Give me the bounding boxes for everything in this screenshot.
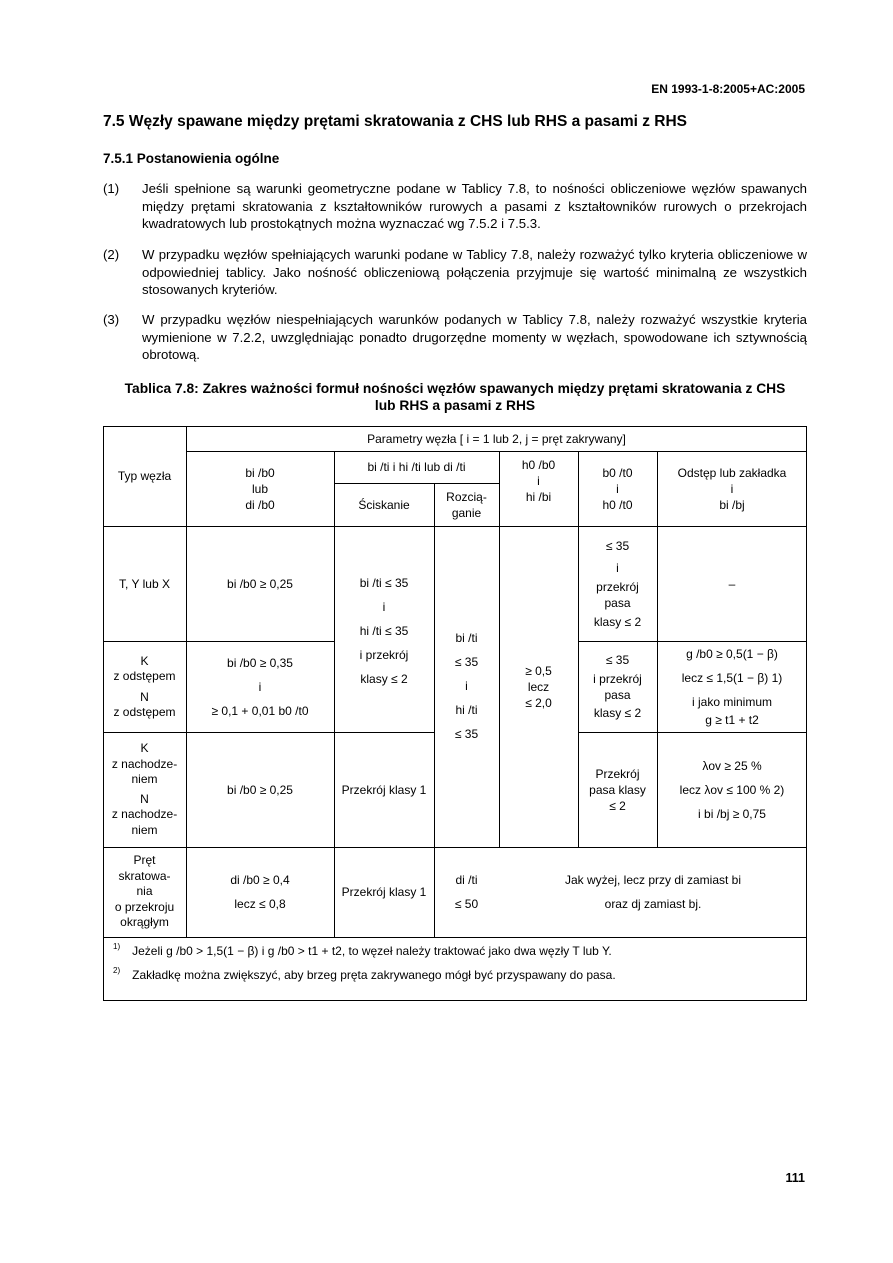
header-h0-b0: h0 /b0 i hi /bi <box>521 458 556 504</box>
footnote-mark: 1) <box>113 942 121 951</box>
paragraph-3 <box>103 311 807 364</box>
paragraph-2 <box>103 246 807 299</box>
header-bi-b0: bi /b0 lub di /b0 <box>245 465 275 512</box>
header-parametry: Parametry węzła [ i = 1 lub 2, j = pręt zakrywany] <box>367 431 626 446</box>
shared-h0-b0-cell: ≥ 0,5 lecz ≤ 2,0 <box>525 663 552 710</box>
paragraph-number: (3) <box>103 312 120 327</box>
paragraph-number: (1) <box>103 181 120 196</box>
table-caption-line: Tablica 7.8: Zakres ważności formuł nośności węzłów spawanych między prętami skratowania z CHS <box>124 381 786 396</box>
row-kn-gap-c4: ≤ 35 i przekrój pasa klasy ≤ 2 <box>593 652 642 720</box>
paragraph-1 <box>103 180 807 233</box>
row-tyx-c1: bi /b0 ≥ 0,25 <box>227 576 293 591</box>
row-tyx-c4: ≤ 35 i przekrój pasa klasy ≤ 2 <box>593 538 642 629</box>
section-title: 7.5 Węzły spawane między prętami skratowania z CHS lub RHS a pasami z RHS <box>103 113 688 130</box>
shared-sciskanie-cell: bi /ti ≤ 35 i hi /ti ≤ 35 i przekrój klasy ≤ 2 <box>359 576 409 686</box>
validity-table <box>103 426 807 1001</box>
row-kn-overlap-c5: λov ≥ 25 % lecz λov ≤ 100 % 2) i bi /bj ≥ 0,75 <box>679 758 785 821</box>
table-caption <box>103 380 807 414</box>
row-circular-c2b: di /ti ≤ 50 <box>454 873 479 911</box>
footnote-1 <box>113 944 612 958</box>
row-kn-gap-type: K z odstępem N z odstępem <box>113 653 176 719</box>
row-kn-overlap-c4: Przekrój pasa klasy ≤ 2 <box>589 766 646 813</box>
row-circular-c345: Jak wyżej, lecz przy di zamiast bi oraz dj zamiast bj. <box>564 873 742 911</box>
page-number: 111 <box>785 1171 805 1185</box>
row-circular-c1: di /b0 ≥ 0,4 lecz ≤ 0,8 <box>230 873 290 911</box>
table-caption-line: lub RHS a pasami z RHS <box>374 398 536 413</box>
subsection-title: 7.5.1 Postanowienia ogólne <box>103 151 280 166</box>
row-kn-gap-c1: bi /b0 ≥ 0,35 i ≥ 0,1 + 0,01 b0 /t0 <box>211 655 309 718</box>
paragraph-text: Jeśli spełnione są warunki geometryczne podane w Tablicy 7.8, to nośności obliczeniowe węzłów spawanych między prętami skratowania z kształtowników rurowych a pasami z kształtowników rurowych o przekrojach kwadratowych lub prostokątnych można wyznaczać wg 7.5.2 i 7.5.3. <box>142 181 807 231</box>
header-sciskanie: Ściskanie <box>358 497 410 512</box>
footnote-2 <box>113 968 616 982</box>
row-tyx-type: T, Y lub X <box>119 576 170 591</box>
row-kn-overlap-c2a: Przekrój klasy 1 <box>341 782 427 797</box>
footnote-text: Jeżeli g /b0 > 1,5(1 − β) i g /b0 > t1 + t2, to węzeł należy traktować jako dwa węzły T lub Y. <box>132 944 612 958</box>
header-odstep: Odstęp lub zakładka i bi /bj <box>677 465 787 512</box>
row-tyx-c5: – <box>728 576 736 591</box>
header-typ-wezla: Typ węzła <box>117 469 172 483</box>
paragraph-number: (2) <box>103 247 120 262</box>
row-kn-overlap-c1: bi /b0 ≥ 0,25 <box>227 782 293 797</box>
document-id: EN 1993-1-8:2005+AC:2005 <box>651 82 805 96</box>
row-kn-overlap-type: K z nachodze- niem N z nachodze- niem <box>111 741 178 837</box>
footnote-text: Zakładkę można zwiększyć, aby brzeg pręta zakrywanego mógł być przyspawany do pasa. <box>132 968 616 982</box>
row-circular-c2a: Przekrój klasy 1 <box>341 885 427 899</box>
paragraph-text: W przypadku węzłów spełniających warunki podane w Tablicy 7.8, należy rozważyć tylko kryteria obliczeniowe w odpowiedniej tablicy. Jako nośność obliczeniową połączenia przyjmuje się wartość minimalną ze wszystkich stosowanych kryteriów. <box>142 247 807 297</box>
shared-rozciaganie-cell: bi /ti ≤ 35 i hi /ti ≤ 35 <box>454 631 479 741</box>
header-b0-t0: b0 /t0 i h0 /t0 <box>602 465 633 512</box>
paragraph-text: W przypadku węzłów niespełniających warunków podanych w Tablicy 7.8, należy rozważyć wszystkie kryteria wymienione w 7.2.2, uwzględniając ponadto drugorzędne momenty w węzłach, spowodowane ich sztywnością obrotową. <box>142 312 807 362</box>
header-bi-ti: bi /ti i hi /ti lub di /ti <box>367 460 466 474</box>
header-rozciaganie: Rozcią- ganie <box>446 489 487 520</box>
row-kn-gap-c5: g /b0 ≥ 0,5(1 − β) lecz ≤ 1,5(1 − β) 1) i jako minimum g ≥ t1 + t2 <box>681 646 783 727</box>
row-circular-type: Pręt skratowa- nia o przekroju okrągłym <box>114 853 175 930</box>
footnote-mark: 2) <box>113 966 121 975</box>
